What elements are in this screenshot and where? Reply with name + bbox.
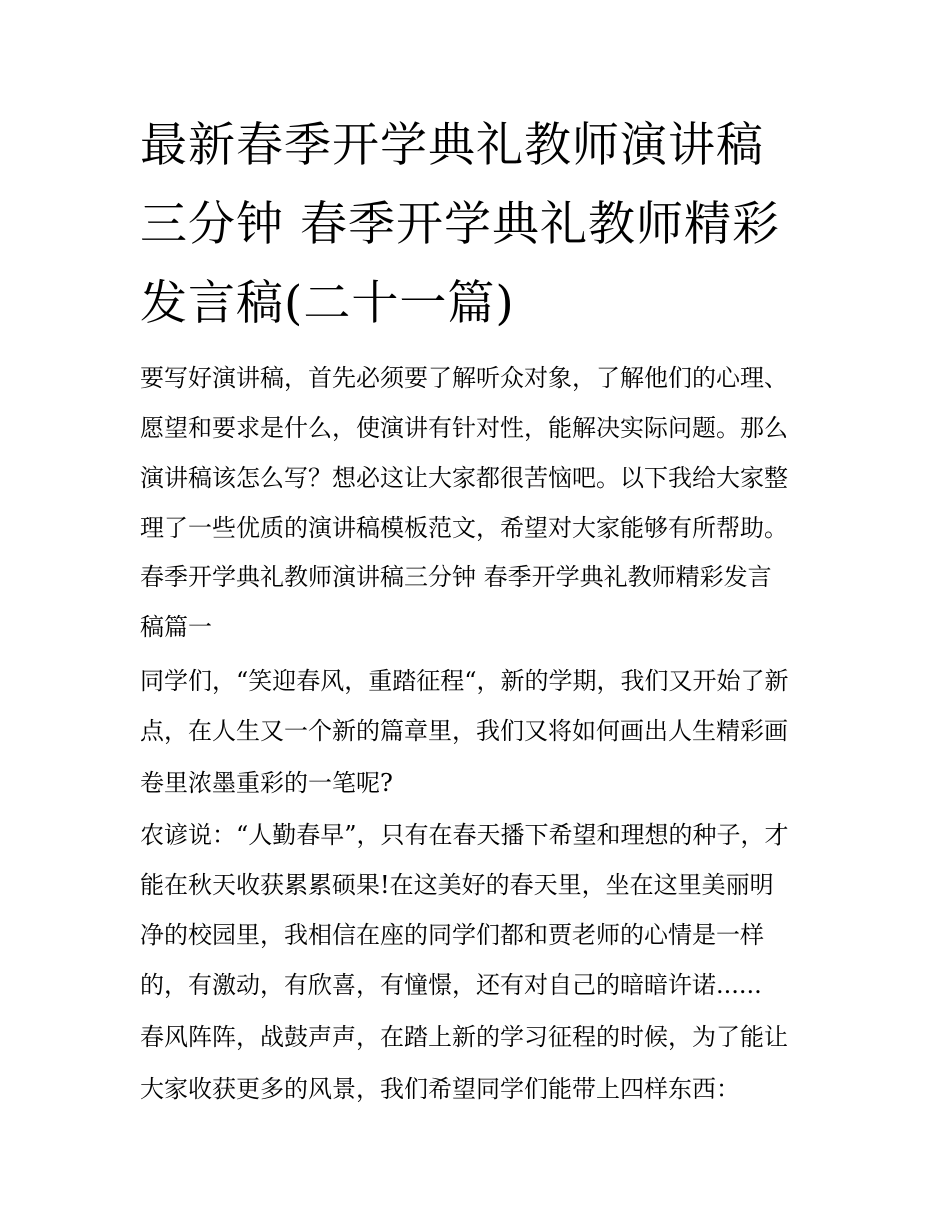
intro-line-2: 愿望和要求是什么，使演讲有针对性，能解决实际问题。那么 <box>140 414 788 442</box>
paragraph-2-line-1: 农谚说：“人勤春早”，只有在春天播下希望和理想的种子，才 <box>140 821 789 849</box>
paragraph-2-line-2: 能在秋天收获累累硕果!在这美好的春天里，坐在这里美丽明 <box>140 871 774 899</box>
paragraph-2-line-4: 的，有激动，有欣喜，有憧憬，还有对自己的暗暗许诺...... <box>140 971 762 999</box>
paragraph-1-line-3: 卷里浓墨重彩的一笔呢? <box>140 769 393 797</box>
paragraph-2-line-3: 净的校园里，我相信在座的同学们都和贾老师的心情是一样 <box>140 921 764 949</box>
intro-line-4: 理了一些优质的演讲稿模板范文，希望对大家能够有所帮助。 <box>140 514 788 542</box>
intro-line-1: 要写好演讲稿，首先必须要了解听众对象，了解他们的心理、 <box>140 364 788 392</box>
paragraph-1-line-2: 点，在人生又一个新的篇章里，我们又将如何画出人生精彩画 <box>140 717 788 745</box>
section-heading-line-1: 春季开学典礼教师演讲稿三分钟 春季开学典礼教师精彩发言 <box>140 563 772 591</box>
paragraph-1-line-1: 同学们，“笑迎春风，重踏征程“，新的学期，我们又开始了新 <box>140 667 789 695</box>
document-title-line-1: 最新春季开学典礼教师演讲稿 <box>140 118 764 173</box>
section-heading-line-2: 稿篇一 <box>140 613 212 641</box>
paragraph-3-line-2: 大家收获更多的风景，我们希望同学们能带上四样东西： <box>140 1075 740 1103</box>
document-title-line-2: 三分钟 春季开学典礼教师精彩 <box>140 197 780 252</box>
intro-line-3: 演讲稿该怎么写？想必这让大家都很苦恼吧。以下我给大家整 <box>140 464 788 492</box>
document-title-line-3: 发言稿(二十一篇) <box>140 276 515 331</box>
paragraph-3-line-1: 春风阵阵，战鼓声声，在踏上新的学习征程的时候，为了能让 <box>140 1023 788 1051</box>
